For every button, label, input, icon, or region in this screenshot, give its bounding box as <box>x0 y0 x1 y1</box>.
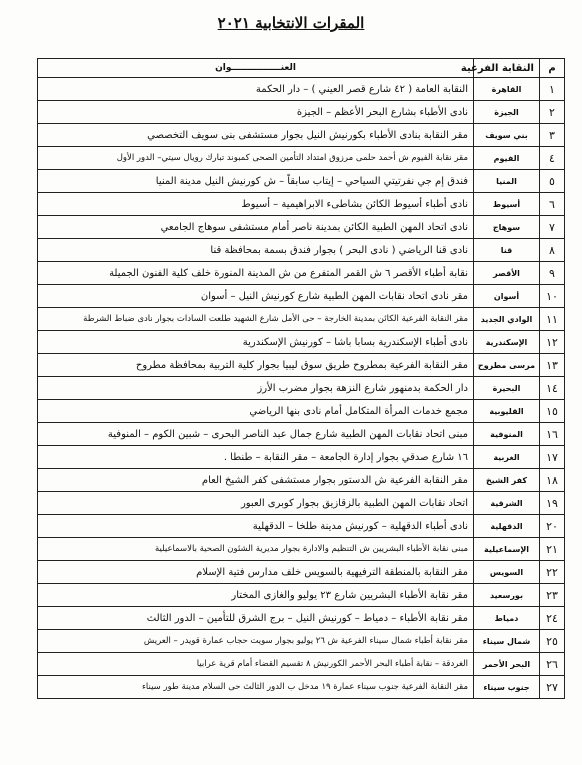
row-branch: القاهرة <box>474 78 540 101</box>
table-body <box>38 78 565 699</box>
row-number: ١٩ <box>540 492 565 515</box>
row-number: ٦ <box>540 193 565 216</box>
row-number: ١٨ <box>540 469 565 492</box>
row-address: مقر نقابة الأطباء البشريين شارع ٢٣ يوليو والغازى المختار <box>38 584 474 607</box>
row-branch: الإسماعيلية <box>474 538 540 561</box>
row-branch: الشرقية <box>474 492 540 515</box>
row-address: نادى أطباء أسيوط الكائن بشاطىء الابراهيمية – أسيوط <box>38 193 474 216</box>
row-address: مقر نقابة الفيوم ش أحمد حلمى مرزوق امتداد التأمين الصحى كمبوند تبارك رويال سيتي– الدور الأول <box>38 147 474 170</box>
row-address: نادى أطباء الدقهلية – كورنيش مدينة طلخا – الدقهلية <box>38 515 474 538</box>
polling-locations-table <box>37 58 565 699</box>
table-row <box>38 101 565 124</box>
row-number: ٢٣ <box>540 584 565 607</box>
row-branch: الفيوم <box>474 147 540 170</box>
header-branch: النقابة الفرعية <box>474 59 540 78</box>
row-branch: شمال سيناء <box>474 630 540 653</box>
row-branch: قنا <box>474 239 540 262</box>
row-branch: أسيوط <box>474 193 540 216</box>
table-row <box>38 354 565 377</box>
row-address: مقر نقابة أطباء شمال سيناء الفرعية ش ٢٦ يوليو بجوار سويت حجاب عمارة قويدر – العريش <box>38 630 474 653</box>
row-number: ٢٦ <box>540 653 565 676</box>
row-address: مقر النقابة الفرعية الكائن بمدينة الخارجة – حى الأمل شارع الشهيد طلعت السادات بجوار نادى ضباط الشرطة <box>38 308 474 331</box>
row-branch: الجيزة <box>474 101 540 124</box>
row-address: مبنى نقابة الأطباء البشريين ش التنظيم والادارة بجوار مديرية الشئون الصحية بالاسماعيلية <box>38 538 474 561</box>
row-address: مقر نقابة الأطباء – دمياط – كورنيش النيل – برج الشرق للتأمين – الدور الثالث <box>38 607 474 630</box>
row-number: ٨ <box>540 239 565 262</box>
page-title: المقرات الانتخابية ٢٠٢١ <box>217 14 365 32</box>
row-address: مقر النقابة الفرعية بمطروح طريق سوق ليبيا بجوار كلية التربية بمحافظة مطروح <box>38 354 474 377</box>
table-row <box>38 262 565 285</box>
row-number: ٣ <box>540 124 565 147</box>
row-address: دار الحكمة بدمنهور شارع النزهة بجوار مضرب الأرز <box>38 377 474 400</box>
table-row <box>38 147 565 170</box>
row-address: نادى الأطباء بشارع البحر الأعظم – الجيزة <box>38 101 474 124</box>
table-row <box>38 170 565 193</box>
table-row <box>38 607 565 630</box>
table-row <box>38 331 565 354</box>
table-header-row <box>38 59 565 78</box>
row-address: مبنى اتحاد نقابات المهن الطبية شارع جمال عبد الناصر البحرى – شبين الكوم – المنوفية <box>38 423 474 446</box>
row-address: مقر النقابة بالمنطقة الترفيهية بالسويس خلف مدارس فتية الإسلام <box>38 561 474 584</box>
table-row <box>38 377 565 400</box>
row-address: مقر نادى اتحاد نقابات المهن الطبية شارع كورنيش النيل – أسوان <box>38 285 474 308</box>
table-row <box>38 285 565 308</box>
row-number: ١٣ <box>540 354 565 377</box>
table-row <box>38 193 565 216</box>
row-address: نادى قنا الرياضي ( نادى البحر ) بجوار فندق بسمة بمحافظة قنا <box>38 239 474 262</box>
table-row <box>38 469 565 492</box>
row-branch: السويس <box>474 561 540 584</box>
table-row <box>38 561 565 584</box>
table-row <box>38 676 565 699</box>
row-branch: أسوان <box>474 285 540 308</box>
row-number: ١٥ <box>540 400 565 423</box>
row-branch: الوادي الجديد <box>474 308 540 331</box>
row-address: نقابة أطباء الأقصر ٦ ش القمر المتفرع من ش المدينة المنورة خلف كلية الفنون الجميلة <box>38 262 474 285</box>
header-number: م <box>540 59 565 78</box>
table-row <box>38 653 565 676</box>
row-number: ١١ <box>540 308 565 331</box>
table-row <box>38 515 565 538</box>
row-branch: كفر الشيخ <box>474 469 540 492</box>
table-row <box>38 239 565 262</box>
row-number: ١٤ <box>540 377 565 400</box>
row-number: ٥ <box>540 170 565 193</box>
table-row <box>38 630 565 653</box>
row-branch: الإسكندرية <box>474 331 540 354</box>
table-row <box>38 423 565 446</box>
row-branch: بني سويف <box>474 124 540 147</box>
row-number: ٢٠ <box>540 515 565 538</box>
row-number: ٩ <box>540 262 565 285</box>
table-row <box>38 216 565 239</box>
row-number: ٢ <box>540 101 565 124</box>
table-row <box>38 400 565 423</box>
row-branch: الأقصر <box>474 262 540 285</box>
row-number: ٢٤ <box>540 607 565 630</box>
table-row <box>38 446 565 469</box>
row-number: ١٠ <box>540 285 565 308</box>
row-number: ١ <box>540 78 565 101</box>
row-number: ١٦ <box>540 423 565 446</box>
row-number: ١٢ <box>540 331 565 354</box>
row-address: ١٦ شارع صدقي بجوار إدارة الجامعة – مقر النقابة – طنطا . <box>38 446 474 469</box>
row-branch: البحيرة <box>474 377 540 400</box>
row-branch: بورسعيد <box>474 584 540 607</box>
row-branch: البحر الأحمر <box>474 653 540 676</box>
row-address: اتحاد نقابات المهن الطبية بالزقازيق بجوار كوبرى العبور <box>38 492 474 515</box>
table-row <box>38 78 565 101</box>
row-address: مجمع خدمات المرأة المتكامل أمام نادى بنها الرياضي <box>38 400 474 423</box>
table-row <box>38 492 565 515</box>
row-branch: مرسى مطروح <box>474 354 540 377</box>
row-branch: الغربية <box>474 446 540 469</box>
row-number: ١٧ <box>540 446 565 469</box>
row-number: ٢٥ <box>540 630 565 653</box>
table-row <box>38 538 565 561</box>
table-row <box>38 124 565 147</box>
table-row <box>38 308 565 331</box>
row-number: ٢١ <box>540 538 565 561</box>
row-branch: الدقهلية <box>474 515 540 538</box>
row-address: مقر النقابة الفرعية ش الدستور بجوار مستشفى كفر الشيخ العام <box>38 469 474 492</box>
row-address: مقر النقابة بنادى الأطباء بكورنيش النيل بجوار مستشفى بنى سويف التخصصي <box>38 124 474 147</box>
row-number: ٢٢ <box>540 561 565 584</box>
row-branch: جنوب سيناء <box>474 676 540 699</box>
row-address: نادى أطباء الإسكندرية بسابا باشا – كورنيش الإسكندرية <box>38 331 474 354</box>
row-address: الغردقة – نقابة أطباء البحر الأحمر الكورنيش ٨ تقسيم القضاء أمام قرية عرابيا <box>38 653 474 676</box>
row-number: ٧ <box>540 216 565 239</box>
row-branch: القليوبية <box>474 400 540 423</box>
header-address: العنــــــــــــــــوان <box>38 59 474 78</box>
row-address: نادى اتحاد المهن الطبية الكائن بمدينة ناصر أمام مستشفى سوهاج الجامعي <box>38 216 474 239</box>
row-branch: سوهاج <box>474 216 540 239</box>
row-branch: دمياط <box>474 607 540 630</box>
row-address: مقر النقابة الفرعية جنوب سيناء عمارة ١٩ مدخل ب الدور الثالث حى السلام مدينة طور سيناء <box>38 676 474 699</box>
row-address: النقابة العامة ( ٤٢ شارع قصر العيني ) – دار الحكمة <box>38 78 474 101</box>
row-address: فندق إم جي نفرتيتي السياحي – إيتاب سابقاً – ش كورنيش النيل مدينة المنيا <box>38 170 474 193</box>
row-number: ٢٧ <box>540 676 565 699</box>
row-branch: المنيا <box>474 170 540 193</box>
row-number: ٤ <box>540 147 565 170</box>
table-row <box>38 584 565 607</box>
row-branch: المنوفية <box>474 423 540 446</box>
